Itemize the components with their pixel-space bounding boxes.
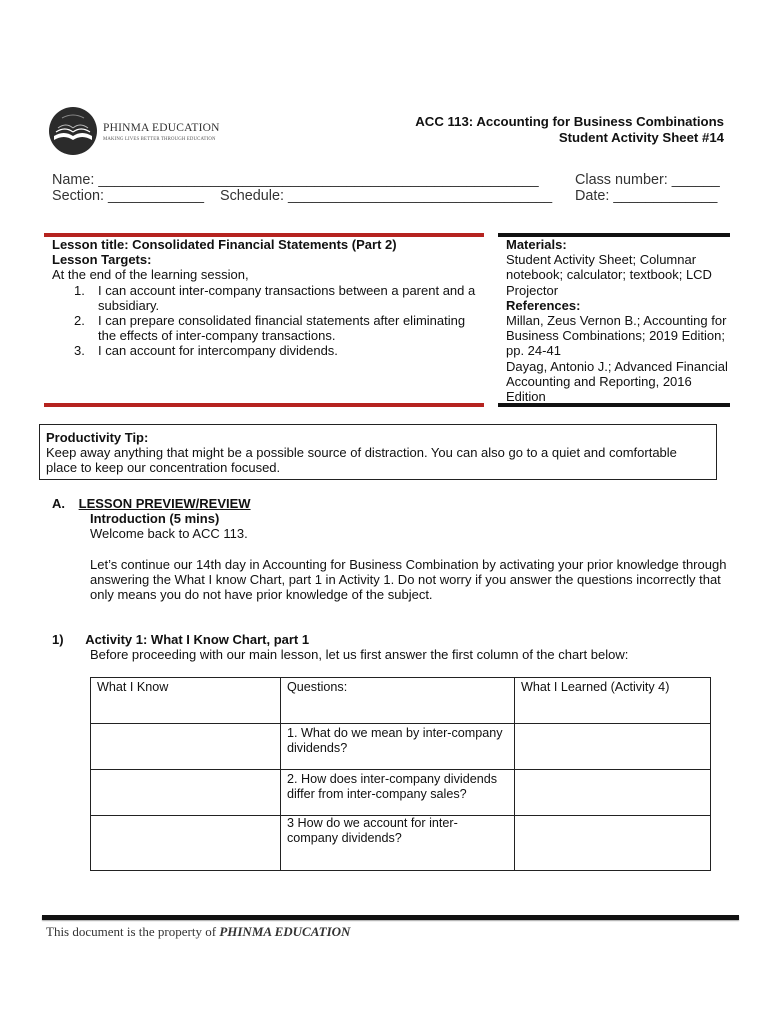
name-field[interactable]: Name: _______________________________________________________ [52,172,539,188]
question-cell: 2. How does inter-company dividends differ from inter-company sales? [281,770,515,816]
table-row [91,816,711,871]
what-i-know-cell[interactable] [91,770,281,816]
activity-instruction: Before proceeding with our main lesson, let us first answer the first column of the chart below: [90,647,629,663]
course-title: ACC 113: Accounting for Business Combinations [415,114,724,129]
target-text: I can account inter-company transactions between a parent and a subsidiary. [98,282,476,313]
section-letter: A. [52,496,65,511]
target-number: 3. [74,343,85,359]
sheet-title: Student Activity Sheet #14 [558,130,724,145]
footer-rule [42,915,739,920]
target-text: I can account for intercompany dividends. [98,343,338,359]
tip-heading: Productivity Tip: [46,430,149,445]
lesson-targets-intro: At the end of the learning session, [52,267,249,283]
lesson-bottom-bar [44,403,484,407]
logo-name: PHINMA EDUCATION [103,122,220,134]
footer-prefix: This document is the property of [46,924,220,939]
materials-heading: Materials: [506,237,567,252]
intro-heading: Introduction (5 mins) [90,511,220,527]
list-item [52,343,482,358]
reference-item: Millan, Zeus Vernon B.; Accounting for Business Combinations; 2019 Edition; pp. 24-41 [506,313,727,359]
what-i-know-chart [90,677,711,871]
date-field[interactable]: Date: _____________ [575,188,718,204]
activity-heading: Activity 1: What I Know Chart, part 1 [85,632,310,647]
lesson-targets-list [52,283,482,359]
what-i-learned-cell[interactable] [515,770,711,816]
tip-text: Keep away anything that might be a possible source of distraction. You can also go to a quiet and comfortable place to keep our concentration focused. [46,445,677,476]
footer-owner: PHINMA EDUCATION [219,924,351,939]
phinma-logo [48,106,218,158]
target-number: 1. [74,282,85,298]
welcome-text: Welcome back to ACC 113. [90,526,248,542]
table-row [91,678,711,724]
column-header: What I Know [91,678,281,724]
book-globe-icon [48,106,98,156]
list-item [52,313,482,343]
materials-panel [506,237,731,404]
table-row [91,770,711,816]
target-text: I can prepare consolidated financial statements after eliminating the effects of inter-company transactions. [98,313,466,344]
materials-text: Student Activity Sheet; Columnar notebook; calculator; textbook; LCD Projector [506,252,712,298]
table-row [91,724,711,770]
class-number-field[interactable]: Class number: ______ [575,172,720,188]
productivity-tip-box [39,424,717,480]
references-heading: References: [506,297,581,313]
target-number: 2. [74,313,85,329]
activity-1 [52,632,732,662]
column-header: What I Learned (Activity 4) [515,678,711,724]
schedule-field[interactable]: Schedule: _________________________________ [220,188,553,204]
intro-paragraph: Let’s continue our 14th day in Accounting for Business Combination by activating your prior knowledge through answering the What I know Chart, part 1 in Activity 1. Do not worry if you answer the questions incorrectly that only means you do not have prior knowledge of the subject. [90,556,727,603]
what-i-learned-cell[interactable] [515,816,711,871]
lesson-preview-section [52,496,732,602]
activity-number: 1) [52,632,64,647]
what-i-know-cell[interactable] [91,724,281,770]
lesson-details [52,237,482,359]
column-header: Questions: [281,678,515,724]
list-item [52,283,482,313]
footer-text [46,924,350,940]
logo-tagline: MAKING LIVES BETTER THROUGH EDUCATION [103,137,216,142]
question-cell: 1. What do we mean by inter-company dividends? [281,724,515,770]
question-cell: 3 How do we account for inter-company dividends? [281,816,515,871]
what-i-know-cell[interactable] [91,816,281,871]
section-heading: LESSON PREVIEW/REVIEW [78,496,251,511]
lesson-title: Lesson title: Consolidated Financial Statements (Part 2) [52,237,397,252]
reference-item: Dayag, Antonio J.; Advanced Financial Accounting and Reporting, 2016 Edition [506,358,728,405]
lesson-targets-heading: Lesson Targets: [52,252,152,268]
what-i-learned-cell[interactable] [515,724,711,770]
course-header [415,114,724,146]
section-field[interactable]: Section: ____________ [52,188,205,204]
